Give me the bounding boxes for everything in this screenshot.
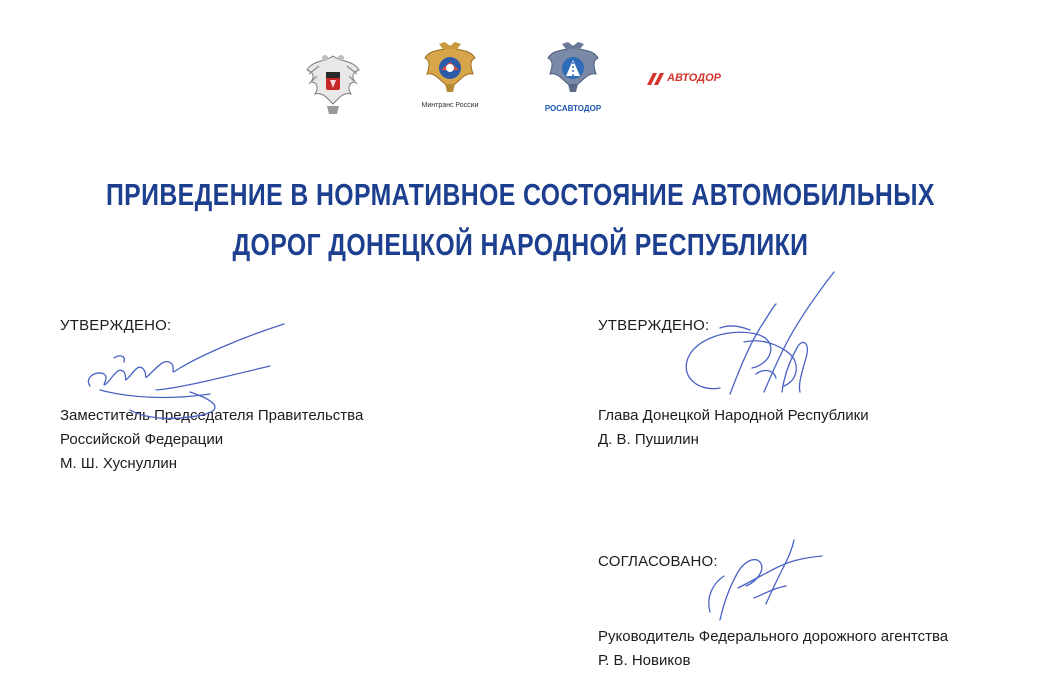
rosavtodor-emblem-icon: [538, 40, 608, 113]
approval-left-position-1: Заместитель Председателя Правительства: [60, 407, 364, 424]
approval-right-signatory: [598, 404, 869, 452]
approval-left-signatory: [60, 404, 363, 476]
document-title: [104, 170, 937, 270]
approval-block-right: [598, 314, 709, 338]
title-line-1: ПРИВЕДЕНИЕ В НОРМАТИВНОЕ СОСТОЯНИЕ АВТОМОБИЛЬНЫХ: [105, 177, 935, 212]
agreement-signatory: [598, 625, 948, 673]
agreement-block: [598, 550, 718, 574]
logos-row: [300, 40, 750, 125]
agreement-name: Р. В. Новиков: [598, 652, 691, 669]
agreement-heading: СОГЛАСОВАНО:: [598, 553, 718, 570]
approval-left-position-2: Российской Федерации: [60, 431, 224, 448]
signature-agreement: [690, 528, 830, 628]
mintrans-caption: Минтранс России: [421, 102, 479, 109]
approval-left-heading: УТВЕРЖДЕНО:: [60, 317, 172, 334]
agreement-position-1: Руководитель Федерального дорожного агентства: [598, 628, 949, 645]
approval-right-heading: УТВЕРЖДЕНО:: [598, 317, 710, 334]
dnr-coat-of-arms-icon: [305, 48, 361, 118]
approval-left-name: М. Ш. Хуснуллин: [60, 455, 178, 472]
title-line-2: ДОРОГ ДОНЕЦКОЙ НАРОДНОЙ РЕСПУБЛИКИ: [232, 227, 809, 262]
approval-block-left: [60, 314, 171, 338]
approval-right-position-1: Глава Донецкой Народной Республики: [598, 407, 869, 424]
mintrans-emblem-icon: [415, 40, 485, 109]
rosavtodor-caption: РОСАВТОДОР: [544, 104, 602, 113]
approval-right-name: Д. В. Пушилин: [598, 431, 699, 448]
signature-right: [660, 268, 860, 418]
avtodor-logo-text: АВТОДОР: [667, 72, 722, 84]
